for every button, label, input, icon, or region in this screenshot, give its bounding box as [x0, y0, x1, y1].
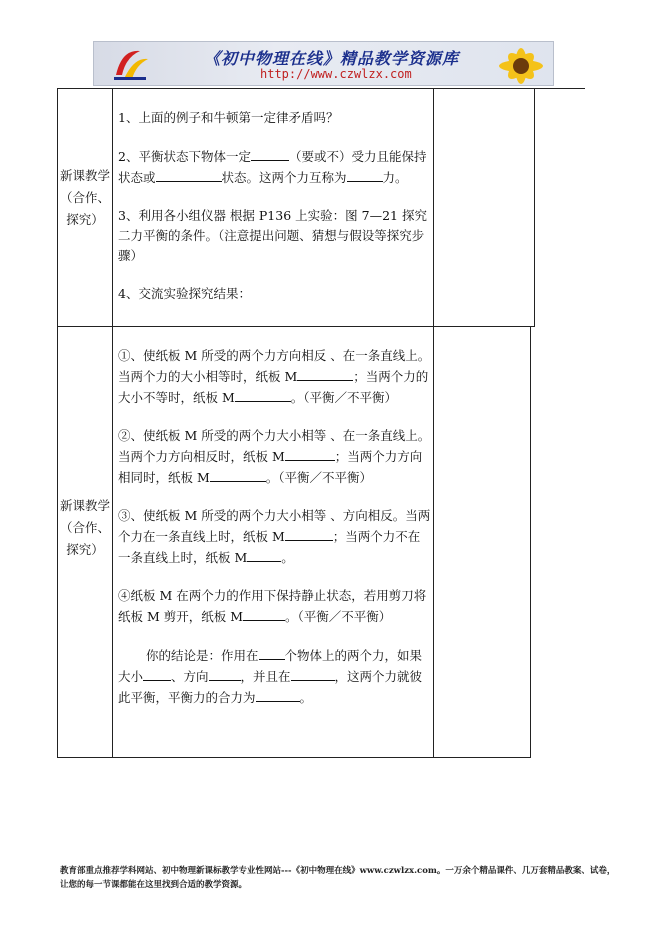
table-border-bottom — [57, 757, 531, 758]
footer-note: 教育部重点推荐学科网站、初中物理新课标教学专业性网站---《初中物理在线》www.czwlzx.com。一万余个精品课件、几万套精品教案、试卷，让您的每一节课都能在这里找到合适的教学资源。 — [60, 866, 616, 890]
table-divider-notes — [433, 88, 434, 758]
table-row-separator — [57, 326, 535, 327]
banner-title: 《初中物理在线》精品教学资源库 — [204, 49, 460, 68]
question-3: 3、利用各小组仪器 根据 P136 上实验：图 7—21 探究二力平衡的条件。（注意提出问题、猜想与假设等探究步骤） — [118, 208, 427, 263]
question-4: 4、交流实验探究结果： — [118, 286, 251, 301]
section1-label: 新课教学（合作、探究） — [59, 168, 110, 227]
section1-content — [118, 108, 430, 304]
question-2: 2、平衡状态下物体一定 （要或不）受力且能保持 状态或 状态。这两个力互称为 力。 — [118, 146, 430, 188]
experiment-4: ④纸板 M 在两个力的作用下保持静止状态，若用剪刀将纸板 M 剪开，纸板 M 。（平衡／不平衡） — [118, 588, 427, 624]
logo-icon — [112, 45, 150, 83]
section2-label: 新课教学（合作、探究） — [59, 498, 110, 557]
header-banner — [93, 41, 554, 86]
section2-content — [118, 346, 432, 708]
experiment-2: ②、使纸板 M 所受的两个力大小相等 、在一条直线上。当两个力方向相反时，纸板 M ；当两个力方向相同时，纸板 M 。（平衡／不平衡） — [118, 428, 431, 485]
header-rule — [57, 88, 585, 89]
experiment-1: ①、使纸板 M 所受的两个力方向相反 、在一条直线上。当两个力的大小相等时，纸板 M ；当两个力的大小不等时，纸板 M 。（平衡／不平衡） — [118, 348, 431, 405]
experiment-3: ③、使纸板 M 所受的两个力大小相等 、方向相反。当两个力在一条直线上时，纸板 M ；当两个力不在一条直线上时，纸板 M 。 — [118, 508, 431, 565]
conclusion: 你的结论是：作用在 个物体上的两个力，如果大小 、方向 ，并且在 ，这两个力就彼此平衡，平衡力的合力为 。 — [118, 645, 432, 708]
question-1: 1、上面的例子和牛顿第一定律矛盾吗？ — [118, 110, 339, 125]
table-border-right-bottom — [530, 326, 531, 758]
sunflower-icon — [493, 46, 549, 86]
table-divider-label — [112, 88, 113, 758]
table-border-right-top — [534, 88, 535, 327]
banner-url[interactable]: http://www.czwlzx.com — [260, 67, 412, 81]
